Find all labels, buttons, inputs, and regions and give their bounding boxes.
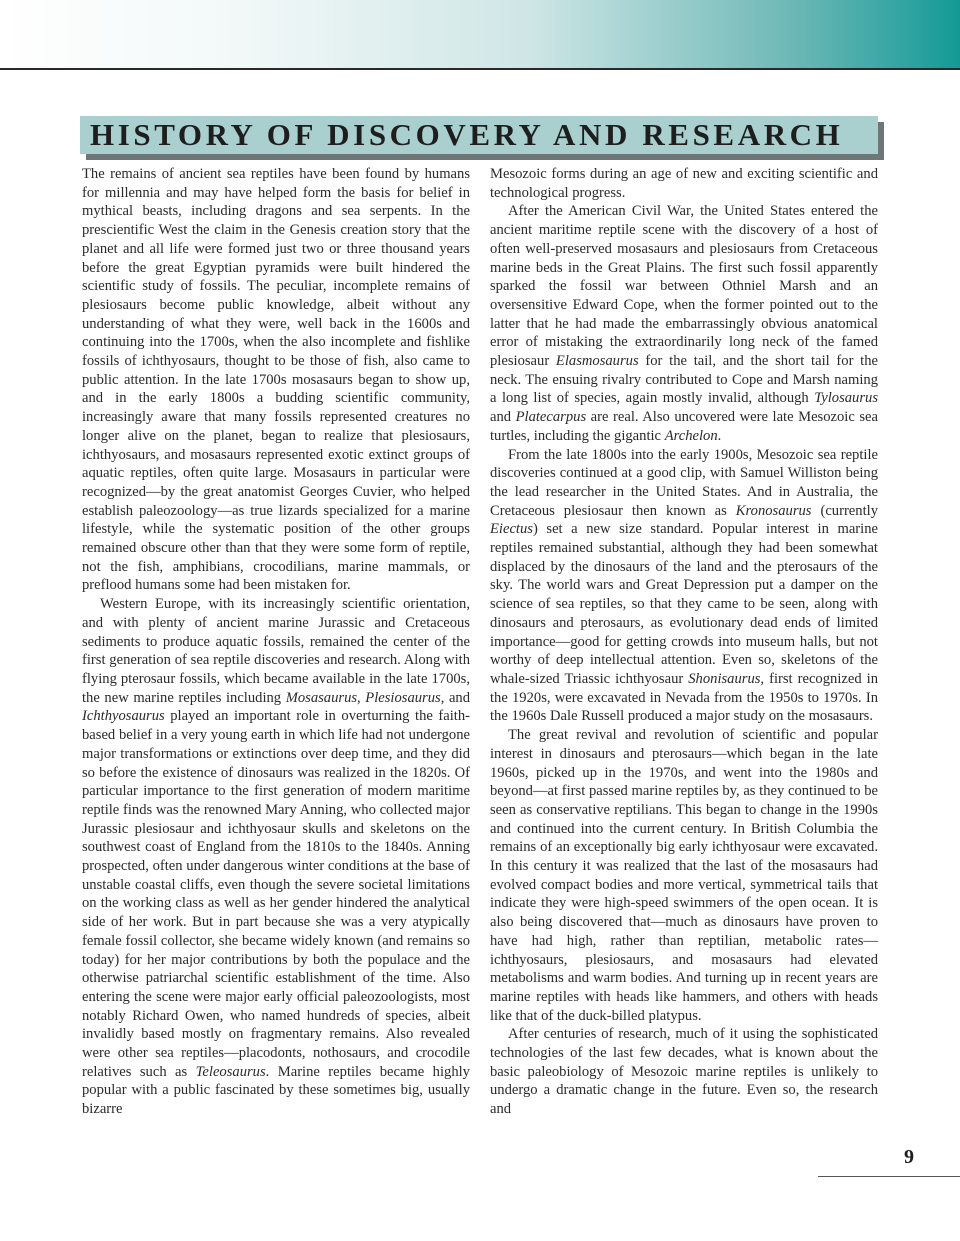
text-run: , and (440, 689, 471, 706)
italic-term: Kronosaurus (735, 502, 812, 519)
italic-term: Archelon (664, 427, 718, 444)
text-run: . Marine reptiles became highly popular with a public fascinated by these sometimes big, usually bizarre (82, 1063, 470, 1118)
section-title: HISTORY OF DISCOVERY AND RESEARCH (90, 117, 844, 152)
footer-rule (818, 1176, 960, 1177)
page-number: 9 (904, 1146, 914, 1168)
text-run: The remains of ancient sea reptiles have been found by humans for millennia and may have helped form the basis for belief in mythical beasts, including dragons and sea serpents. In the prescientific West the claim in the Genesis creation story that the planet and all life were formed just two or three thousand years before the great Egyptian pyramids were built hindered the scientific study of fossils. The peculiar, incomplete remains of plesiosaurs become public knowledge, albeit without any understanding of what they were, well back in the 1600s and continuing into the 1700s, when the also incomplete and fishlike fossils of ichthyosaurs, thought to be those of fish, also came to public attention. In the late 1700s mosasaurs began to show up, and in the early 1800s a budding scientific community, increasingly aware that many fossils represented creatures no longer alive on the planet, began to realize that plesiosaurs, ichthyosaurs, and mosasaurs represented exotic extinct groups of aquatic reptiles, often quite large. Mosasaurs in particular were recognized—by the great anatomist Georges Cuvier, who helped establish paleozoology—as true lizards specialized for a marine lifestyle, while the systematic position of the other groups remained obscure other than that they were some form of reptile, not the fish, amphibians, crocodilians, marine mammals, or preflood humans some had been mistaken for. (82, 166, 470, 594)
italic-term: Ichthyosaurus (82, 708, 165, 725)
right-text-column (490, 165, 878, 1119)
paragraph (490, 446, 878, 727)
text-run: (currently (811, 502, 878, 519)
text-run: . (717, 427, 722, 444)
text-run: ) set a new size standard. Popular interest in marine reptiles remained substantial, although they had been somewhat displaced by the dinosaurs of the land and the pterosaurs of the sky. The world wars and Great Depression put a damper on the science of sea reptiles, so that they came to be seen, along with dinosaurs and pterosaurs, as evolutionary dead ends of limited importance—good for getting crowds into museum halls, but not worthy of deep intellectual attention. Even so, skeletons of the whale-sized Triassic ichthyosaur (490, 521, 878, 687)
text-run: for the tail, and the short tail for the neck. The ensuing rivalry contributed to Cope and Marsh naming a long list of species, again mostly invalid, although (490, 353, 879, 407)
left-text-column (82, 165, 470, 1119)
text-run: are real. Also uncovered were late Mesozoic sea turtles, including the gigantic (490, 409, 878, 444)
text-run: Mesozoic forms during an age of new and exciting scientific and technological progress. (490, 166, 878, 201)
header-rule (0, 68, 960, 70)
section-title-box (80, 116, 878, 154)
italic-term: Mosasaurus (285, 689, 358, 706)
paragraph (490, 1025, 878, 1119)
italic-term: Plesiosaurus (365, 689, 441, 706)
text-run: , first recognized in the 1920s, were excavated in Nevada from the 1950s to 1970s. In the 1960s Dale Russell produced a major study on the mosasaurs. (490, 670, 878, 725)
text-run: and (490, 409, 516, 426)
text-run: Western Europe, with its increasingly scientific orientation, and with plenty of ancient marine Jurassic and Cretaceous sediments to produce aquatic fossils, remained the center of the first generation of sea reptile discoveries and research. Along with flying pterosaur fossils, which became available in the late 1700s, the new marine reptiles including (82, 596, 470, 706)
italic-term: Eiectus (490, 521, 533, 538)
italic-term: Elasmosaurus (555, 353, 639, 370)
text-run: From the late 1800s into the early 1900s, Mesozoic sea reptile discoveries continued at a good clip, with Samuel Williston being the lead researcher in the United States. And in Australia, the Cretaceous plesiosaur then known as (490, 446, 878, 519)
italic-term: Teleosaurus (195, 1063, 266, 1080)
italic-term: Shonisaurus (688, 670, 761, 687)
header-color-band (0, 0, 960, 68)
italic-term: Tylosaurus (814, 390, 878, 407)
paragraph (490, 726, 878, 1025)
paragraph (490, 202, 878, 445)
text-run: played an important role in overturning the faith-based belief in a very young earth in which life had not undergone major transformations or extinctions over deep time, and they did so before the existence of dinosaurs was realized in the 1820s. Of particular importance to the first generation of modern maritime reptile finds was the renowned Mary Anning, who collected major Jurassic plesiosaur and ichthyosaur skulls and skeletons on the southwest coast of England from the 1810s to the 1840s. Anning prospected, often under dangerous winter conditions at the base of unstable coastal cliffs, even though the severe societal limitations on the working class as well as her gender hindered the analytical side of her work. But in part because she was a very atypically female fossil collector, she became widely known (and remains so today) for her major contributions by both the populace and the otherwise patriarchal scientific establishment of the time. Also entering the scene were major early official paleozoologists, most notably Richard Owen, who named hundreds of species, albeit invalidly based mostly on fragmentary remains. Also revealed were other sea reptiles—placodonts, nothosaurs, and crocodile relatives such as (82, 708, 470, 1080)
text-run: After the American Civil War, the United States entered the ancient maritime reptile scene with the discovery of a host of often well-preserved mosasaurs and plesiosaurs from Cretaceous marine beds in the Great Plains. The first such fossil apparently sparked the fossil war between Othniel Marsh and an oversensitive Edward Cope, when the former pointed out to the latter that he had made the embarrassingly obvious anatomical error of mistaking the extraordinarily long neck of the famed plesiosaur (490, 203, 878, 370)
paragraph (490, 165, 878, 202)
italic-term: Platecarpus (515, 409, 587, 426)
text-run: The great revival and revolution of scientific and popular interest in dinosaurs and pterosaurs—which began in the late 1960s, picked up in the 1970s, and went into the 1980s and beyond—at first passed marine reptiles by, as they continued to be seen as conservative reptilians. This began to change in the 1990s and continued into the current century. In British Columbia the remains of an exceptionally big early ichthyosaur were excavated. In this century it was realized that the last of the mosasaurs had evolved compact bodies and more vertical, symmetrical tails that indicate they were high-speed swimmers of the open ocean. It is also being discovered that—much as dinosaurs have proven to have had high, rather than reptilian, metabolic rates—ichthyosaurs, plesiosaurs, and mosasaurs had elevated metabolisms and warm bodies. And turning up in recent years are marine reptiles with heads like hammers, and others with heads like that of the duck-billed platypus. (490, 727, 878, 1024)
text-run: After centuries of research, much of it using the sophisticated technologies of the last few decades, what is known about the basic paleobiology of Mesozoic marine reptiles is unlikely to undergo a dramatic change in the future. Even so, the research and (490, 1026, 878, 1118)
text-run: , (357, 689, 366, 706)
paragraph (82, 165, 470, 595)
paragraph (82, 595, 470, 1119)
